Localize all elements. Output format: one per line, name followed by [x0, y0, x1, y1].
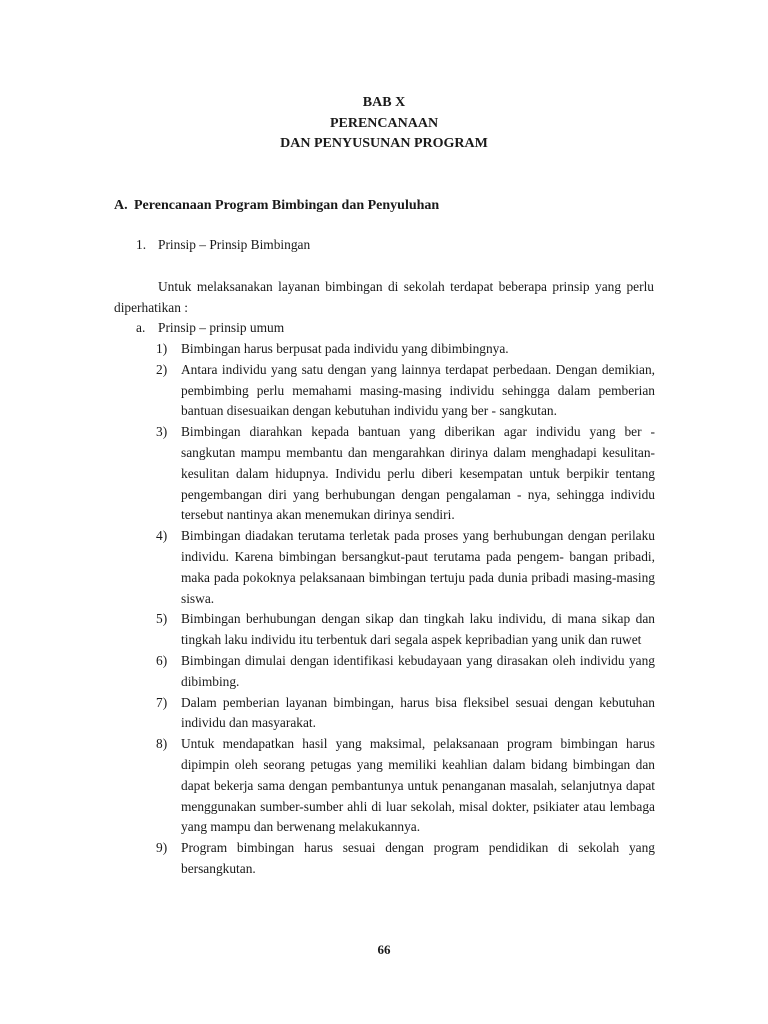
subsection-number: 1.	[136, 237, 147, 252]
section-heading	[114, 196, 439, 216]
section-title: Perencanaan Program Bimbingan dan Penyuluhan	[134, 198, 440, 213]
chapter-number: BAB X	[362, 95, 406, 110]
list-item	[156, 838, 655, 880]
list-item-text: Antara individu yang satu dengan yang lainnya terdapat perbedaan. Dengan demikian, pembimbing perlu memahami masing-masing individu sehingga dalam pemberian bantuan disesuaikan dengan kebutuhan individu yang ber - sangkutan.	[181, 361, 655, 419]
list-item-number: 5)	[156, 611, 168, 627]
list-item	[156, 339, 655, 360]
list-item-number: 6)	[156, 652, 168, 668]
list-item	[156, 651, 655, 693]
list-item-text: Dalam pemberian layanan bimbingan, harus bisa fleksibel sesuai dengan kebutuhan individu dan masyarakat.	[181, 694, 655, 731]
list-item	[156, 609, 655, 651]
subsection-title: Prinsip – Prinsip Bimbingan	[158, 237, 311, 252]
intro-text: Untuk melaksanakan layanan bimbingan di sekolah terdapat beberapa prinsip yang perlu diperhatikan :	[114, 279, 654, 315]
chapter-title-line-1: PERENCANAAN	[329, 115, 439, 131]
list-a-marker: a.	[136, 320, 146, 335]
principles-list	[156, 339, 655, 880]
list-item-number: 2)	[156, 361, 168, 377]
list-item-text: Bimbingan berhubungan dengan sikap dan tingkah laku individu, di mana sikap dan tingkah laku individu itu terbentuk dari segala aspek kepribadian yang unik dan ruwet	[181, 611, 655, 648]
list-item-text: Bimbingan diadakan terutama terletak pada proses yang berhubungan dengan perilaku individu. Karena bimbingan bersangkut-paut terutama pada pengem- bangan pribadi, maka pada pokoknya pelaksanaan bimbingan tertuju pada dunia pribadi masing-masing siswa.	[181, 528, 655, 606]
list-a-heading	[136, 318, 656, 339]
list-item-text: Bimbingan harus berpusat pada individu yang dibimbingnya.	[181, 341, 509, 356]
list-item-text: Bimbingan diarahkan kepada bantuan yang diberikan agar individu yang ber - sangkutan mampu membantu dan mengarahkan dirinya dalam menghadapi kesulitan-kesulitan dalam hidupnya. Individu perlu diberi kesempatan untuk berpikir tentang pengembangan diri yang berhubungan dengan pengalaman - nya, sehingga individu tersebut nantinya akan menemukan dirinya sendiri.	[181, 424, 655, 523]
list-item-number: 1)	[156, 341, 168, 356]
list-a-title: Prinsip – prinsip umum	[158, 320, 285, 335]
list-item-number: 4)	[156, 528, 168, 544]
chapter-title-line-2: DAN PENYUSUNAN PROGRAM	[280, 136, 488, 151]
page-number: 66	[377, 942, 391, 957]
list-item	[156, 360, 655, 422]
list-item	[156, 526, 655, 609]
list-item-text: Untuk mendapatkan hasil yang maksimal, pelaksanaan program bimbingan harus dipimpin oleh seorang petugas yang memiliki keahlian dalam bidang bimbingan dan dapat bekerja sama dengan pembantunya untuk penanganan masalah, selanjutnya dapat menggunakan sumber-sumber ahli di luar sekolah, misal dokter, psikiater atau lembaga yang mampu dan berwenang melakukannya.	[181, 736, 655, 835]
list-item-number: 8)	[156, 736, 168, 752]
list-item-number: 7)	[156, 694, 168, 710]
list-item-number: 3)	[156, 424, 168, 440]
intro-paragraph	[114, 277, 654, 319]
list-item	[156, 422, 655, 526]
list-item	[156, 693, 655, 735]
subsection-heading	[136, 235, 310, 255]
list-item	[156, 734, 655, 838]
list-item-text: Program bimbingan harus sesuai dengan program pendidikan di sekolah yang bersangkutan.	[181, 840, 655, 876]
list-item-text: Bimbingan dimulai dengan identifikasi kebudayaan yang dirasakan oleh individu yang dibimbing.	[181, 652, 655, 689]
chapter-heading	[0, 93, 768, 155]
list-item-number: 9)	[156, 840, 168, 856]
section-letter: A.	[114, 198, 128, 213]
